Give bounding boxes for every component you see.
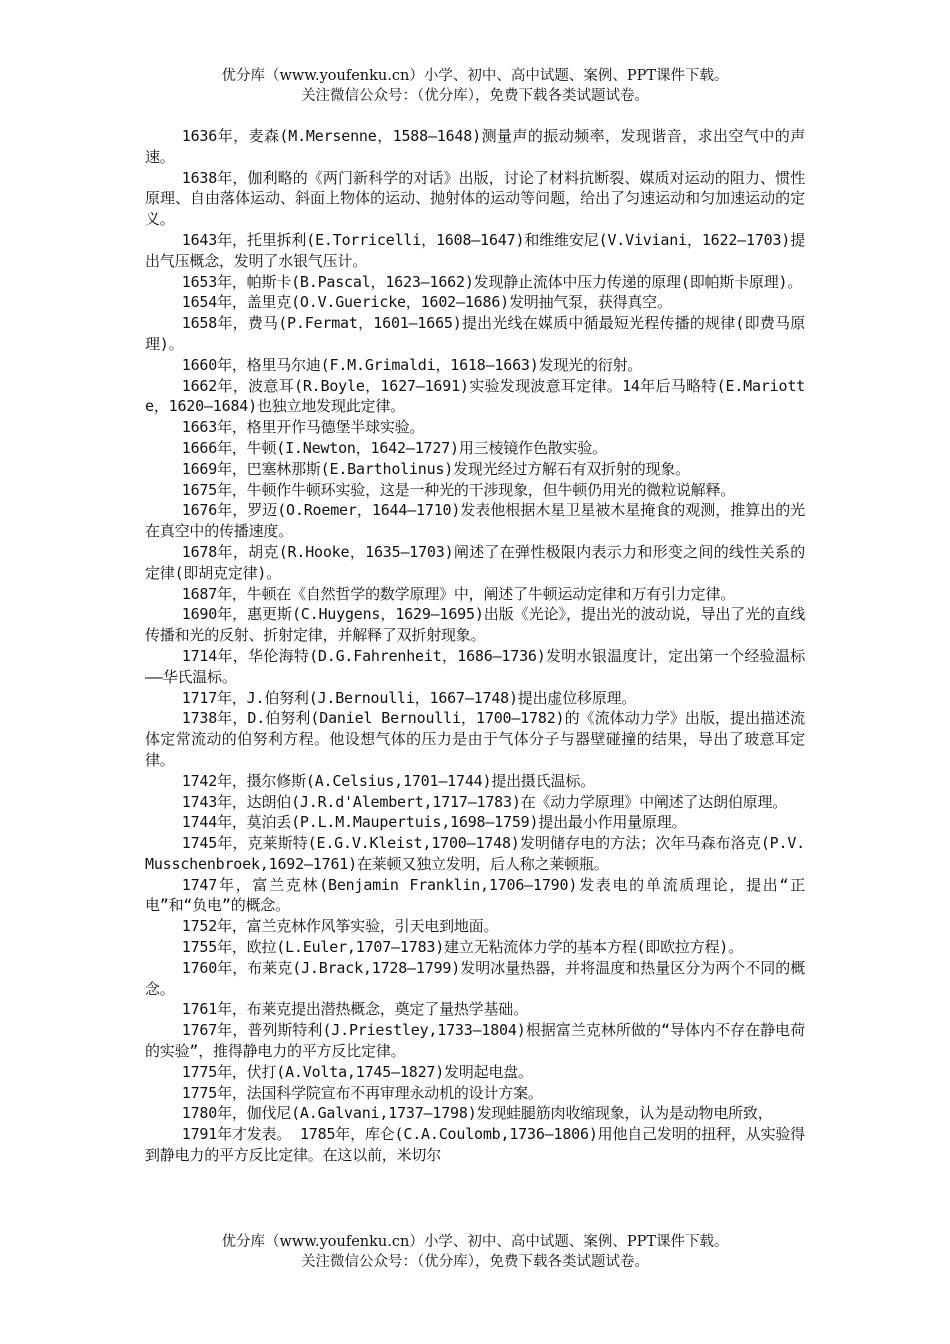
document-body — [145, 126, 805, 1166]
history-paragraph: 1755年，欧拉(L.Euler,1707—1783)建立无粘流体力学的基本方程(即欧拉方程)。 — [181, 938, 743, 957]
history-paragraph: 1663年，格里开作马德堡半球实验。 — [181, 418, 425, 437]
page-header — [0, 66, 950, 106]
history-paragraph: 1780年，伽伐尼(A.Galvani,1737—1798)发现蛙腿筋肉收缩现象，认为是动物电所致， — [181, 1104, 773, 1123]
history-paragraph: 1743年，达朗伯(J.R.d'Alembert,1717—1783)在《动力学原理》中阐述了达朗伯原理。 — [181, 792, 788, 811]
history-paragraph: 1752年，富兰克林作风筝实验，引天电到地面。 — [181, 917, 499, 936]
history-paragraph: 1744年，莫泊丢(P.L.M.Maupertuis,1698—1759)提出最小作用量原理。 — [181, 813, 687, 832]
header-line-2: 关注微信公众号：（优分库），免费下载各类试题试卷。 — [301, 88, 649, 104]
history-paragraph: 1714年，华伦海特(D.G.Fahrenheit，1686—1736)发明水银温度计，定出第一个经验温标——华氏温标。 — [145, 646, 805, 686]
history-paragraph: 1658年，费马(P.Fermat，1601—1665)提出光线在媒质中循最短光程传播的规律(即费马原理)。 — [145, 314, 805, 353]
history-paragraph: 1775年，法国科学院宣布不再审理永动机的设计方案。 — [181, 1083, 543, 1102]
history-paragraph: 1742年，摄尔修斯(A.Celsius,1701—1744)提出摄氏温标。 — [181, 771, 595, 790]
history-paragraph: 1643年，托里拆利(E.Torricelli，1608—1647)和维维安尼(V.Viviani，1622—1703)提出气压概念，发明了水银气压计。 — [145, 230, 805, 270]
history-paragraph: 1747年，富兰克林(Benjamin Franklin,1706—1790)发表电的单流质理论，提出“正电”和“负电”的概念。 — [145, 875, 805, 915]
history-paragraph: 1676年，罗迈(O.Roemer，1644—1710)发表他根据木星卫星被木星掩食的观测，推算出的光在真空中的传播速度。 — [145, 501, 805, 541]
history-paragraph: 1653年，帕斯卡(B.Pascal，1623—1662)发现静止流体中压力传递的原理(即帕斯卡原理)。 — [181, 272, 803, 291]
header-line-1: 优分库（www.youfenku.cn）小学、初中、高中试题、案例、PPT课件下载。 — [221, 68, 729, 84]
history-paragraph: 1761年，布莱克提出潜热概念，奠定了量热学基础。 — [181, 1000, 528, 1019]
history-paragraph: 1666年，牛顿(I.Newton，1642—1727)用三棱镜作色散实验。 — [181, 438, 607, 457]
history-paragraph: 1662年，波意耳(R.Boyle，1627—1691)实验发现波意耳定律。14年后马略特(E.Mariotte，1620—1684)也独立地发现此定律。 — [145, 376, 805, 416]
history-paragraph: 1767年，普列斯特利(J.Priestley,1733—1804)根据富兰克林所做的“导体内不存在静电荷的实验”，推得静电力的平方反比定律。 — [145, 1021, 805, 1061]
history-paragraph: 1675年，牛顿作牛顿环实验，这是一种光的干涉现象，但牛顿仍用光的微粒说解释。 — [181, 480, 736, 499]
history-paragraph: 1760年，布莱克(J.Brack,1728—1799)发明冰量热器，并将温度和热量区分为两个不同的概念。 — [145, 958, 805, 998]
history-paragraph: 1717年，J.伯努利(J.Bernoulli，1667—1748)提出虚位移原理。 — [181, 688, 637, 707]
history-paragraph: 1669年，巴塞林那斯(E.Bartholinus)发现光经过方解石有双折射的现象。 — [181, 459, 690, 478]
history-paragraph: 1738年，D.伯努利(Daniel Bernoulli，1700—1782)的《流体动力学》出版，提出描述流体定常流动的伯努利方程。他设想气体的压力是由于气体分子与器壁碰撞的结果，导出了玻意耳定律。 — [145, 709, 805, 769]
history-paragraph: 1687年，牛顿在《自然哲学的数学原理》中，阐述了牛顿运动定律和万有引力定律。 — [181, 584, 736, 603]
footer-line-1: 优分库（www.youfenku.cn）小学、初中、高中试题、案例、PPT课件下载。 — [221, 1234, 729, 1250]
history-paragraph: 1636年，麦森(M.Mersenne，1588—1648)测量声的振动频率，发现谐音，求出空气中的声速。 — [145, 127, 805, 166]
history-paragraph: 1775年，伏打(A.Volta,1745—1827)发明起电盘。 — [181, 1062, 533, 1081]
history-paragraph: 1678年，胡克(R.Hooke，1635—1703)阐述了在弹性极限内表示力和形变之间的线性关系的 定律(即胡克定律)。 — [145, 542, 805, 582]
footer-line-2: 关注微信公众号：（优分库），免费下载各类试题试卷。 — [301, 1254, 649, 1270]
history-paragraph: 1638年，伽利略的《两门新科学的对话》出版，讨论了材料抗断裂、媒质对运动的阻力、惯性原理、自由落体运动、斜面上物体的运动、抛射体的运动等问题，给出了匀速运动和匀加速运动的定义。 — [145, 168, 805, 229]
history-paragraph: 1745年，克莱斯特(E.G.V.Kleist,1700—1748)发明储存电的方法；次年马森布洛克(P.V.Musschenbroek,1692—1761)在莱顿又独立发明，后人称之莱顿瓶。 — [145, 834, 805, 873]
history-paragraph: 1791年才发表。 1785年，库仑(C.A.Coulomb,1736—1806)用他自己发明的扭秤，从实验得到静电力的平方反比定律。在这以前，米切尔 — [145, 1125, 805, 1165]
history-paragraph: 1690年，惠更斯(C.Huygens，1629—1695)出版《光论》，提出光的波动说，导出了光的直线传播和光的反射、折射定律，并解释了双折射现象。 — [145, 605, 805, 645]
page-footer — [0, 1232, 950, 1272]
history-paragraph: 1654年，盖里克(O.V.Guericke，1602—1686)发明抽气泵，获得真空。 — [181, 293, 672, 312]
history-paragraph: 1660年，格里马尔迪(F.M.Grimaldi，1618—1663)发现光的衍射。 — [181, 355, 643, 374]
